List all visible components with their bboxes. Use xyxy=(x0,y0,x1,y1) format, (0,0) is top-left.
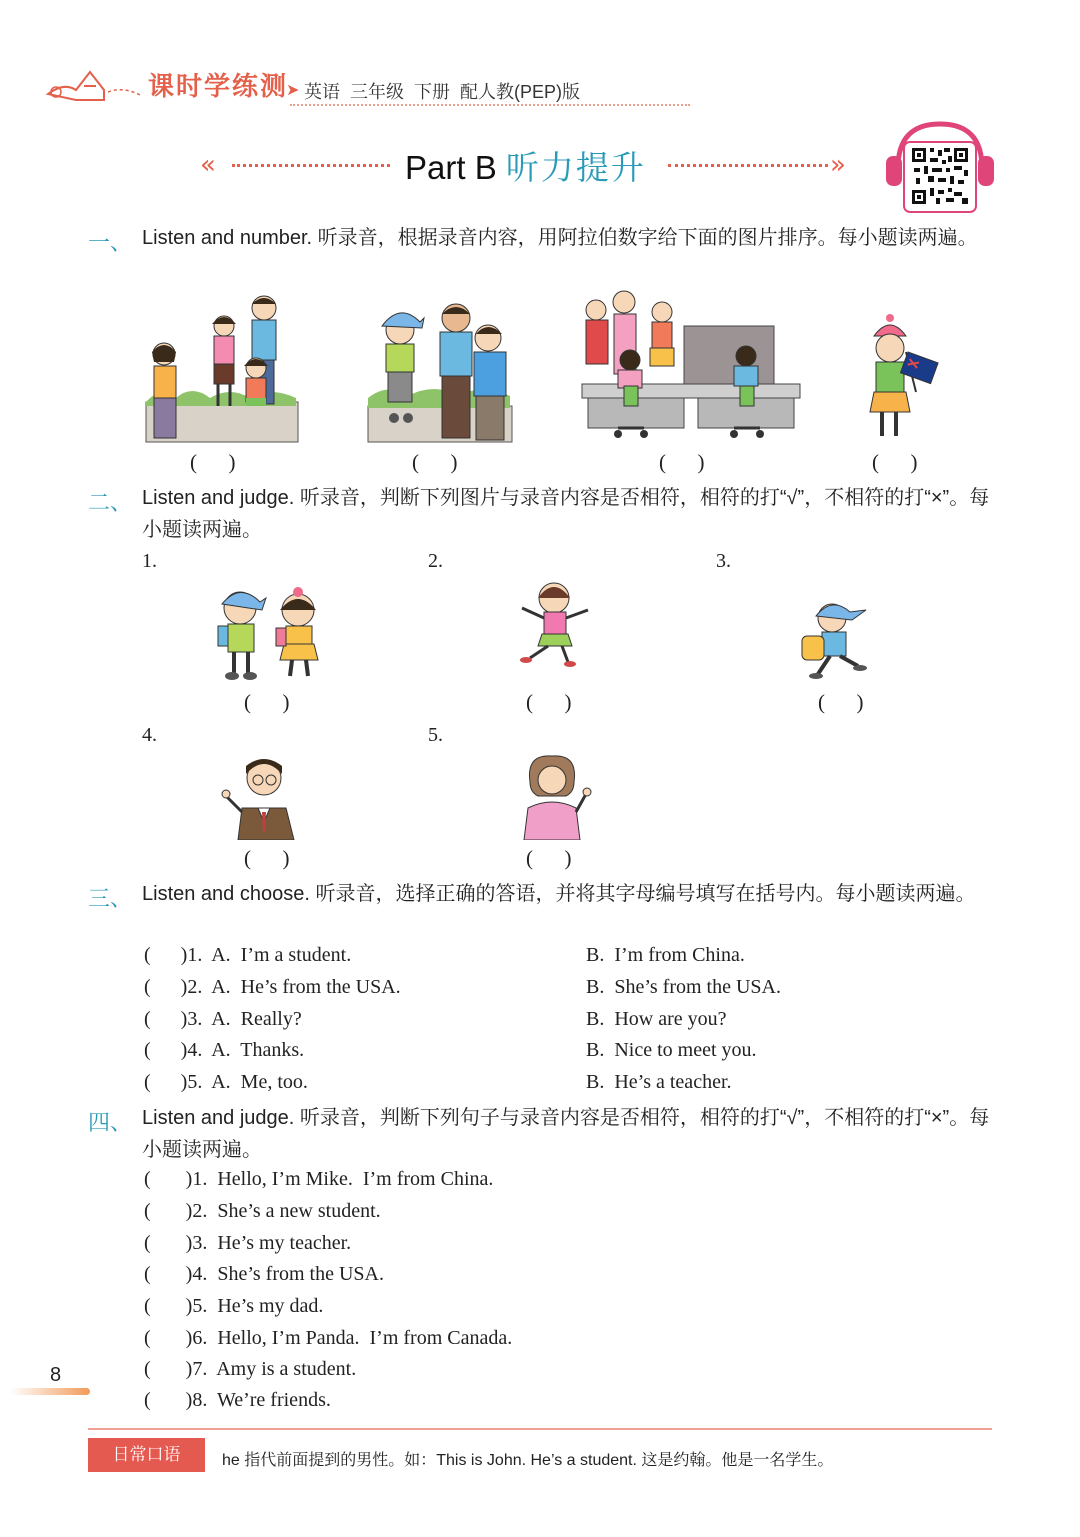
part-title-en: Part B xyxy=(405,149,497,186)
section3-question-5[interactable]: ( )5. A. Me, too. xyxy=(144,1071,308,1093)
section3-question-1[interactable]: ( )1. A. I’m a student. xyxy=(144,944,352,966)
qr-code-headphones-icon[interactable] xyxy=(884,118,996,216)
page-number-bar xyxy=(10,1388,90,1395)
section2-answer-4[interactable]: ( ) xyxy=(244,846,290,870)
brand-arrow-icon: ➤ xyxy=(286,80,300,99)
picture-boy-and-girl xyxy=(206,580,332,684)
left-chevrons-icon: « xyxy=(200,150,210,180)
section3-instruction: Listen and choose. 听录音，选择正确的答语，并将其字母编号填写在括号内。每小题读两遍。 xyxy=(142,883,976,905)
section4-statement-3[interactable]: ( )3. He’s my teacher. xyxy=(144,1232,352,1254)
section3-option-b-2: B. She’s from the USA. xyxy=(586,976,781,998)
part-title xyxy=(405,142,646,189)
section2-instruction: Listen and judge. 听录音，判断下列图片与录音内容是否相符，相符的打“√”，不相符的打“×”。每小题读两遍。 xyxy=(142,487,990,541)
section2-item-2-number: 2. xyxy=(428,550,443,572)
section3-option-b-3: B. How are you? xyxy=(586,1008,727,1030)
section2-answer-2[interactable]: ( ) xyxy=(526,690,572,714)
section1-answer-2[interactable]: ( ) xyxy=(412,450,458,474)
section4-statement-8[interactable]: ( )8. We’re friends. xyxy=(144,1389,331,1411)
section3-number: 三、 xyxy=(88,887,133,912)
section1-answer-4[interactable]: ( ) xyxy=(872,450,918,474)
section4-number: 四、 xyxy=(88,1111,133,1136)
section4-statement-5[interactable]: ( )5. He’s my dad. xyxy=(144,1295,324,1317)
section2-answer-1[interactable]: ( ) xyxy=(244,690,290,714)
picture-man-teacher xyxy=(218,752,300,840)
section2-item-4-number: 4. xyxy=(142,724,157,746)
section2-item-5-number: 5. xyxy=(428,724,443,746)
section2-number: 二、 xyxy=(88,491,133,516)
section3-question-4[interactable]: ( )4. A. Thanks. xyxy=(144,1039,305,1061)
part-title-cn: 听力提升 xyxy=(505,149,646,186)
picture-girl-with-flag xyxy=(860,312,944,444)
page-number: 8 xyxy=(50,1364,62,1386)
section4-statement-2[interactable]: ( )2. She’s a new student. xyxy=(144,1200,381,1222)
section2-answer-3[interactable]: ( ) xyxy=(818,690,864,714)
right-chevrons-icon: » xyxy=(830,150,840,180)
section4-statement-6[interactable]: ( )6. Hello, I’m Panda. I’m from Canada. xyxy=(144,1327,513,1349)
picture-boy-and-men xyxy=(364,298,514,444)
section3-question-2[interactable]: ( )2. A. He’s from the USA. xyxy=(144,976,401,998)
section4-instruction: Listen and judge. 听录音，判断下列句子与录音内容是否相符，相符的打“√”，不相符的打“×”。每小题读两遍。 xyxy=(142,1107,990,1161)
section3-option-b-1: B. I’m from China. xyxy=(586,944,745,966)
section3-option-b-4: B. Nice to meet you. xyxy=(586,1039,757,1061)
section3-option-b-5: B. He’s a teacher. xyxy=(586,1071,732,1093)
picture-girl-jumping xyxy=(508,576,598,668)
brand-title: 课时学练测 xyxy=(148,71,289,101)
subject-info: 英语 三年级 下册 配人教(PEP)版 xyxy=(304,82,581,102)
section2-item-1-number: 1. xyxy=(142,550,157,572)
house-logo-icon xyxy=(44,62,144,104)
picture-boy-running xyxy=(796,596,870,680)
footer-note: he 指代前面提到的男性。如：This is John. He’s a student. 这是约翰。他是一名学生。 xyxy=(222,1452,834,1469)
section1-answer-1[interactable]: ( ) xyxy=(190,450,236,474)
footer-badge: 日常口语 xyxy=(88,1438,205,1472)
header-divider xyxy=(290,104,690,106)
title-dots-left xyxy=(232,164,390,167)
picture-family-greeting xyxy=(140,290,302,444)
section3-question-3[interactable]: ( )3. A. Really? xyxy=(144,1008,302,1030)
section1-number: 一、 xyxy=(88,231,133,256)
picture-woman-waving xyxy=(512,752,594,840)
section1-instruction: Listen and number. 听录音，根据录音内容，用阿拉伯数字给下面的图片排序。每小题读两遍。 xyxy=(142,227,978,249)
picture-classroom xyxy=(578,288,804,444)
footer-divider xyxy=(88,1428,992,1430)
section1-answer-3[interactable]: ( ) xyxy=(659,450,705,474)
section4-statement-1[interactable]: ( )1. Hello, I’m Mike. I’m from China. xyxy=(144,1168,494,1190)
section4-statement-4[interactable]: ( )4. She’s from the USA. xyxy=(144,1263,384,1285)
section4-statement-7[interactable]: ( )7. Amy is a student. xyxy=(144,1358,357,1380)
section2-answer-5[interactable]: ( ) xyxy=(526,846,572,870)
title-dots-right xyxy=(668,164,828,167)
section2-item-3-number: 3. xyxy=(716,550,731,572)
